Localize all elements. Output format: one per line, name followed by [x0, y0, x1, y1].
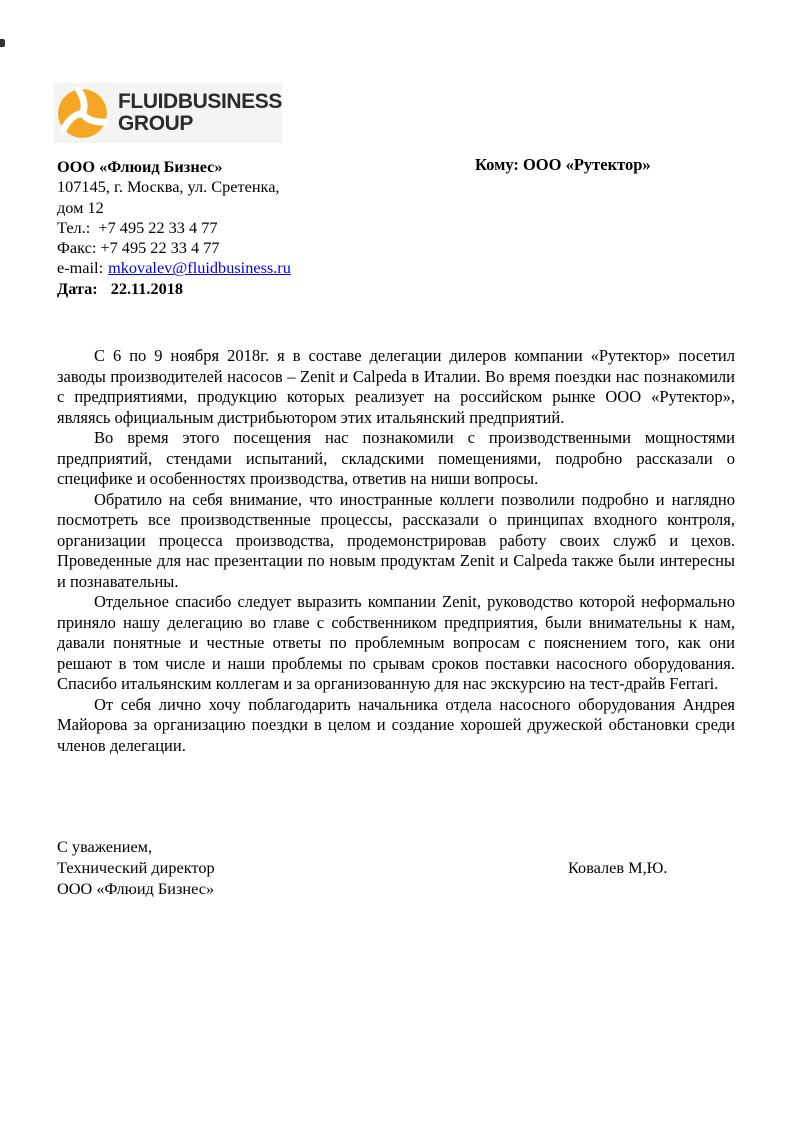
email-label: e-mail:: [57, 258, 104, 278]
sender-address-line2: дом 12: [57, 197, 104, 217]
body-paragraph-5: От себя лично хочу поблагодарить начальника отдела насосного оборудования Андрея Майорова за организацию поездки в целом и создание хорошей дружеской обстановки среди членов делегации.: [57, 694, 735, 755]
body-paragraph-3: Обратило на себя внимание, что иностранные коллеги позволили подробно и наглядно посмотреть все производственные процессы, рассказали о принципах входного контроля, организации процесса производства, продемонстрировав работу своих служб и цехов. Проведенные для нас презентации по новым продуктам Zenit и Calpeda также были интересны и познавательны.: [57, 489, 735, 591]
fluidbusiness-impeller-icon: [56, 87, 109, 140]
date-value: 22.11.2018: [110, 278, 184, 298]
signature-title-row: [57, 857, 735, 878]
sender-block: [57, 157, 291, 299]
body-paragraph-4: Отдельное спасибо следует выразить компании Zenit, руководство которой неформально приняло нашу делегацию во главе с собственником предприятия, были внимательны к нам, давали понятные и честные ответы по проблемным вопросам с пояснением того, как они решают в том числе и наши проблемы по срывам сроков поставки насосного оборудования. Спасибо итальянским коллегам и за организованную для нас экскурсию на тест-драйв Ferrari.: [57, 592, 735, 693]
logo-wordmark: [118, 91, 282, 135]
sender-address-line1: 107145, г. Москва, ул. Сретенка,: [57, 177, 280, 197]
scan-artifact: [0, 39, 5, 47]
body-paragraph-2: Во время этого посещения нас познакомили с производственными мощностями предприятий, стендами испытаний, складскими помещениями, подробно рассказали о специфике и особенностях производства, ответив на ниши вопросы.: [57, 428, 735, 488]
signature-company: ООО «Флюид Бизнес»: [57, 879, 215, 898]
signature-title: Технический директор: [57, 858, 215, 877]
signature-block: [57, 836, 735, 899]
letter-body: [57, 346, 735, 756]
signature-closing: С уважением,: [57, 837, 153, 856]
sender-date-line: [57, 279, 291, 299]
company-logo: [54, 83, 282, 143]
sender-phone: Тел.: +7 495 22 33 4 77: [57, 217, 218, 237]
email-link[interactable]: mkovalev@fluidbusiness.ru: [108, 258, 291, 278]
sender-email-line: [57, 258, 291, 278]
date-label: Дата:: [57, 278, 98, 298]
sender-fax: Факс: +7 495 22 33 4 77: [57, 238, 220, 258]
sender-company: ООО «Флюид Бизнес»: [57, 157, 223, 176]
logo-brand-line1: FLUIDBUSINESS: [118, 90, 282, 113]
logo-brand-line2: GROUP: [118, 112, 194, 135]
recipient-line: Кому: ООО «Рутектор»: [475, 155, 651, 174]
signature-name: Ковалев М,Ю.: [568, 858, 668, 877]
body-paragraph-1: С 6 по 9 ноября 2018г. я в составе делегации дилеров компании «Рутектор» посетил заводы производителей насосов – Zenit и Calpeda в Италии. Во время поездки нас познакомили с предприятиями, продукцию которых реализует на российском рынке ООО «Рутектор», являясь официальным дистрибьютором этих итальянский предприятий.: [57, 346, 735, 427]
